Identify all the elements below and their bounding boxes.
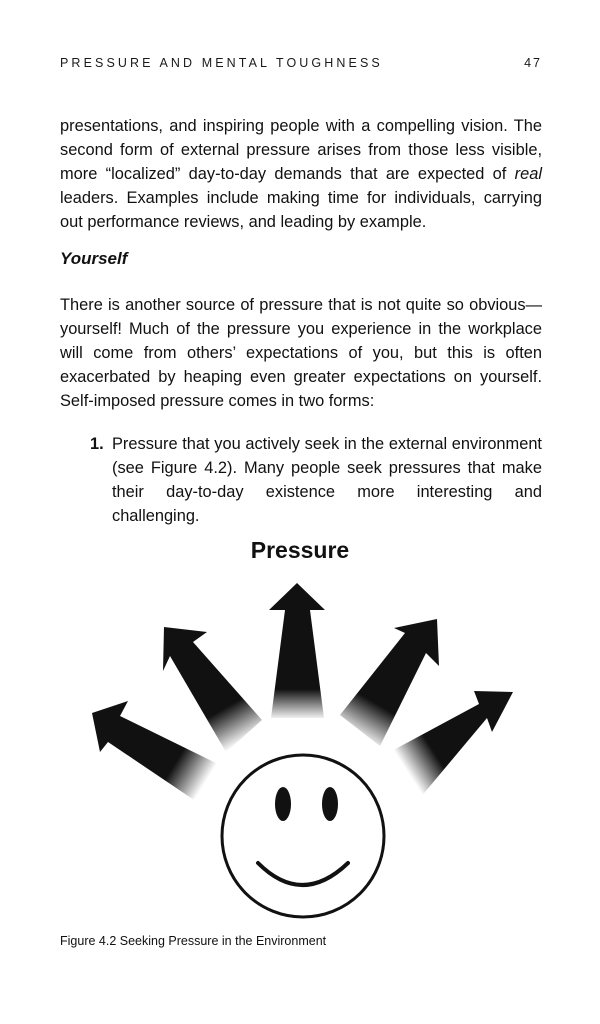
smiley-face [222,755,384,917]
paragraph-1 [60,114,542,234]
running-title: PRESSURE AND MENTAL TOUGHNESS [60,56,383,70]
figure-title: Pressure [250,537,350,563]
running-header [60,56,542,70]
pressure-figure [0,570,600,920]
arrow-far-left [92,701,222,804]
list-item [90,432,542,528]
arrow-upper-right [340,619,439,746]
right-eye [322,787,338,821]
left-eye [275,787,291,821]
arrow-far-right [388,691,513,798]
paragraph-1-italic: real [514,165,542,183]
arrow-center [269,583,325,718]
paragraph-1-text-a: presentations, and inspiring people with a compelling vision. The second form of external pressure arises from those less visible, more “localized” day-to-day demands that are expected of [60,117,542,183]
paragraph-1-text-b: leaders. Examples include making time for individuals, carrying out performance reviews, and leading by example. [60,189,542,231]
list-item-text: Pressure that you actively seek in the external environment (see Figure 4.2). Many people seek pressures that make their day-to-day existence more interesting and challenging. [112,435,542,525]
list-marker: 1. [90,435,104,453]
section-heading: Yourself [60,249,128,268]
paragraph-2: There is another source of pressure that is not quite so obvious—yourself! Much of the pressure you experience in the workplace will come from others’ expectations of you, but this is often exacerbated by heaping even greater expectations on yourself. Self-imposed pressure comes in two forms: [60,296,542,410]
page-number: 47 [524,56,542,70]
arrow-upper-left [163,627,262,752]
figure-caption: Figure 4.2 Seeking Pressure in the Environment [60,934,327,948]
